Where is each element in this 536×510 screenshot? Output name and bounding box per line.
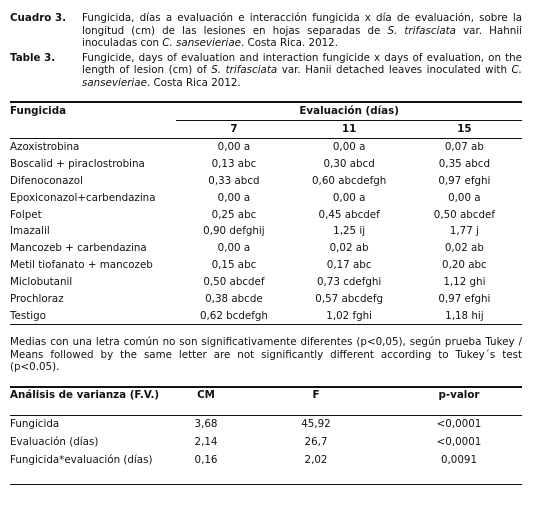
anova-header-pvalue: p-valor bbox=[438, 388, 480, 401]
fungicide-name: Azoxistrobina bbox=[10, 141, 80, 153]
lesion-value-day-11: 0,30 abcd bbox=[323, 157, 375, 170]
header-day-15: 15 bbox=[457, 123, 472, 136]
anova-header-f: F bbox=[312, 388, 320, 401]
lesion-value-day-7: 0,15 abc bbox=[211, 259, 257, 272]
table-row bbox=[10, 223, 522, 240]
caption-label-en: Table 3. bbox=[10, 51, 56, 64]
anova-body bbox=[10, 415, 522, 484]
table-caption bbox=[10, 12, 522, 92]
anova-cm: 2,14 bbox=[194, 435, 218, 448]
fungicide-name: Epoxiconazol+carbendazina bbox=[10, 191, 156, 204]
table-body bbox=[10, 138, 522, 325]
anova-cm: 3,68 bbox=[194, 417, 218, 430]
lesion-value-day-11: 0,00 a bbox=[332, 191, 366, 204]
lesion-value-day-15: 0,35 abcd bbox=[438, 157, 490, 170]
header-evaluation-days: Evaluación (días) bbox=[176, 102, 522, 121]
lesion-value-day-11: 0,73 cdefghi bbox=[317, 276, 382, 289]
table-row bbox=[10, 155, 522, 172]
anova-cm: 0,16 bbox=[176, 452, 236, 485]
table-row bbox=[10, 257, 522, 274]
fungicide-name: Imazalil bbox=[10, 225, 50, 238]
lesion-value-day-11: 1,25 ij bbox=[333, 225, 366, 238]
lesion-value-day-7: 0,25 abc bbox=[211, 208, 257, 221]
lesion-value-day-15: 0,97 efghi bbox=[438, 293, 491, 306]
lesion-value-day-15: 0,20 abc bbox=[442, 259, 487, 272]
fungicide-name: Folpet bbox=[10, 208, 42, 221]
lesion-value-day-15: 1,12 ghi bbox=[443, 276, 486, 289]
anova-pvalue: <0,0001 bbox=[436, 435, 482, 448]
lesion-value-day-15: 0,02 ab bbox=[444, 242, 484, 255]
header-day-11: 11 bbox=[341, 123, 357, 136]
fungicide-name: Metil tiofanato + mancozeb bbox=[10, 259, 153, 272]
lesion-value-day-7: 0,00 a bbox=[217, 191, 251, 204]
anova-pvalue: 0,0091 bbox=[396, 452, 522, 485]
lesion-value-day-15: 0,07 ab bbox=[444, 141, 484, 153]
caption-text-es: Fungicida, días a evaluación e interacción fungicida x día de evaluación, sobre la longitud (cm) de las lesiones en hojas separadas de S. trifasciata var. Hahnii inoculadas con C. sansevieriae. Costa Rica. 2012. bbox=[82, 12, 522, 50]
lesion-value-day-7: 0,50 abcdef bbox=[203, 276, 265, 289]
table-row bbox=[10, 274, 522, 291]
fungicide-name: Miclobutanil bbox=[10, 276, 73, 289]
lesion-value-day-7: 0,38 abcde bbox=[205, 293, 263, 306]
lesion-value-day-15: 0,97 efghi bbox=[438, 174, 491, 187]
anova-f: 45,92 bbox=[301, 417, 331, 430]
fungicide-name: Boscalid + piraclostrobina bbox=[10, 157, 145, 170]
caption-text-en: Fungicide, days of evaluation and interaction fungicide x days of evaluation, on the length of lesion (cm) of S. trifasciata var. Hanii detached leaves inoculated with C. sansevieriae. Costa Rica 2012. bbox=[82, 51, 522, 89]
header-fungicida: Fungicida bbox=[10, 105, 67, 118]
lesion-value-day-11: 0,00 a bbox=[332, 141, 366, 153]
table-row bbox=[10, 240, 522, 257]
lesion-length-table bbox=[10, 101, 522, 326]
anova-source: Fungicida*evaluación (días) bbox=[10, 452, 176, 485]
lesion-value-day-11: 0,17 abc bbox=[326, 259, 372, 272]
table-row bbox=[10, 206, 522, 223]
lesion-value-day-7: 0,62 bcdefgh bbox=[176, 307, 291, 324]
anova-f: 2,02 bbox=[236, 452, 396, 485]
lesion-value-day-15: 0,00 a bbox=[448, 191, 481, 204]
lesion-value-day-7: 0,00 a bbox=[217, 141, 251, 153]
lesion-value-day-7: 0,00 a bbox=[217, 242, 251, 255]
lesion-value-day-11: 0,57 abcdefg bbox=[315, 293, 384, 306]
table-row bbox=[10, 291, 522, 308]
header-day-7: 7 bbox=[230, 123, 238, 136]
anova-source: Fungicida bbox=[10, 417, 60, 430]
lesion-value-day-7: 0,13 abc bbox=[211, 157, 257, 170]
fungicide-name: Testigo bbox=[10, 307, 176, 324]
anova-f: 26,7 bbox=[304, 435, 328, 448]
fungicide-name: Mancozeb + carbendazina bbox=[10, 242, 147, 255]
lesion-value-day-15: 1,77 j bbox=[449, 225, 479, 238]
anova-header-source: Análisis de varianza (F.V.) bbox=[10, 388, 160, 401]
lesion-value-day-15: 1,18 hij bbox=[407, 307, 522, 324]
table-row bbox=[10, 189, 522, 206]
lesion-value-day-11: 0,45 abcdef bbox=[318, 208, 380, 221]
anova-header-cm: CM bbox=[197, 388, 215, 401]
caption-label-es: Cuadro 3. bbox=[10, 12, 67, 24]
anova-row bbox=[10, 452, 522, 485]
lesion-value-day-7: 0,90 defghij bbox=[203, 225, 265, 238]
anova-row bbox=[10, 434, 522, 452]
anova-table bbox=[10, 386, 522, 485]
table-footnote: Medias con una letra común no son significativamente diferentes (p<0,05), según prueba Tukey / Means followed by the same letter are not significantly different according to Tukey´s test (p<0.05). bbox=[10, 336, 522, 374]
lesion-value-day-15: 0,50 abcdef bbox=[433, 208, 495, 221]
lesion-value-day-11: 1,02 fghi bbox=[292, 307, 407, 324]
lesion-value-day-7: 0,33 abcd bbox=[208, 174, 260, 187]
table-row bbox=[10, 138, 522, 155]
lesion-value-day-11: 0,02 ab bbox=[329, 242, 369, 255]
anova-source: Evaluación (días) bbox=[10, 435, 99, 448]
fungicide-name: Prochloraz bbox=[10, 293, 64, 306]
anova-row bbox=[10, 415, 522, 434]
lesion-value-day-11: 0,60 abcdefgh bbox=[312, 174, 387, 187]
header-blank bbox=[10, 120, 176, 138]
fungicide-name: Difenoconazol bbox=[10, 174, 83, 187]
anova-pvalue: <0,0001 bbox=[436, 417, 482, 430]
table-row bbox=[10, 172, 522, 189]
table-row bbox=[10, 307, 522, 324]
